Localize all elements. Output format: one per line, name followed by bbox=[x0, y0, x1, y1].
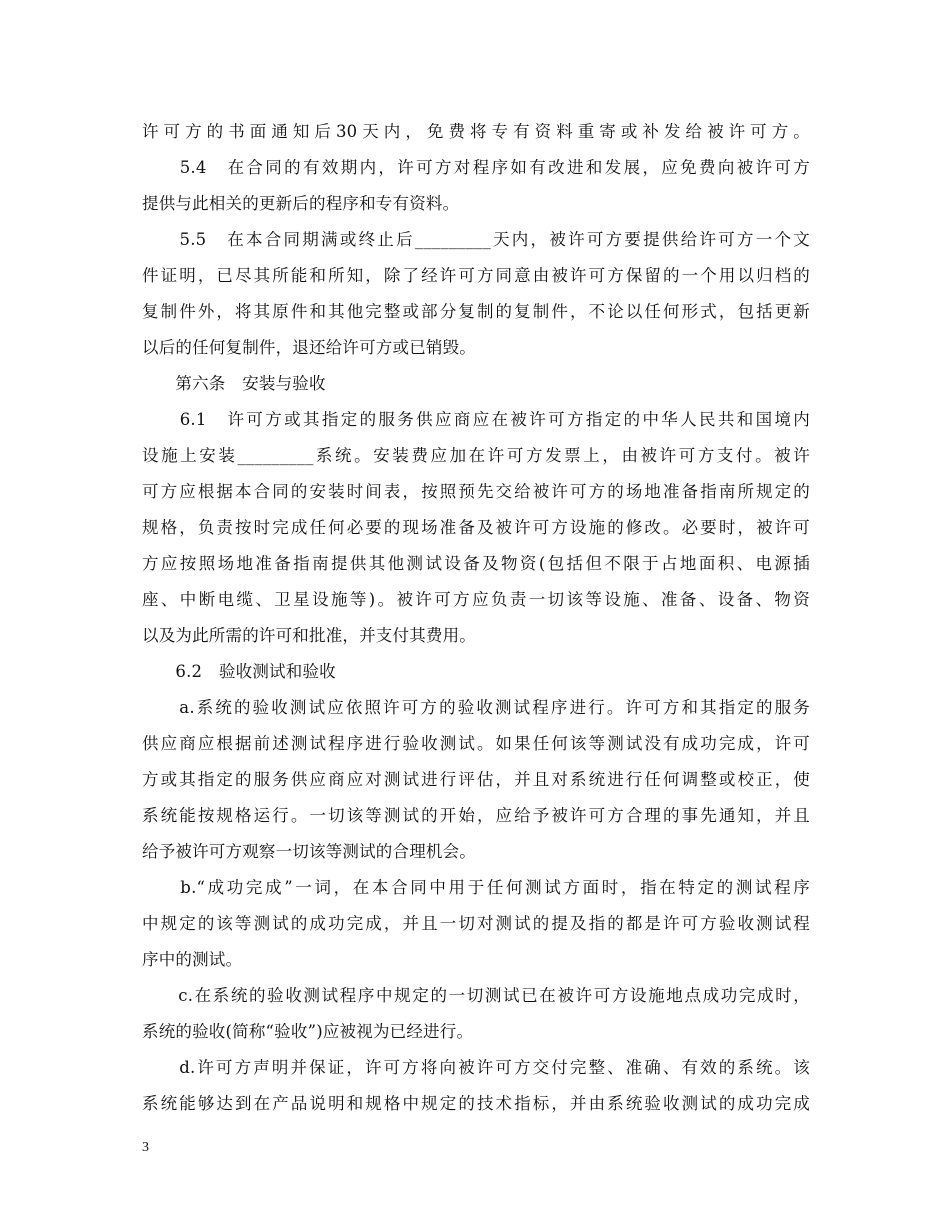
text-line: 件证明，已尽其所能和所知，除了经许可方同意由被许可方保留的一个用以归档的 bbox=[142, 266, 810, 285]
page-number: 3 bbox=[142, 1140, 149, 1155]
text-line: 设施上安装_________系统。安装费应加在许可方发票上，由被许可方支付。被许 bbox=[142, 446, 810, 465]
text-line: 序中的测试。 bbox=[142, 950, 243, 969]
text-line: 系统能够达到在产品说明和规格中规定的技术指标，并由系统验收测试的成功完成 bbox=[142, 1094, 810, 1113]
text-line: 可方应根据本合同的安装时间表，按照预先交给被许可方的场地准备指南所规定的 bbox=[142, 482, 810, 501]
text-line: 中规定的该等测试的成功完成，并且一切对测试的提及指的都是许可方验收测试程 bbox=[142, 914, 810, 933]
text-line: 以及为此所需的许可和批准，并支付其费用。 bbox=[142, 626, 476, 645]
text-line: 复制件外，将其原件和其他完整或部分复制的复制件，不论以任何形式，包括更新 bbox=[142, 302, 810, 321]
text-line: c.在系统的验收测试程序中规定的一切测试已在被许可方设施地点成功完成时， bbox=[142, 986, 810, 1005]
text-line: 方应按照场地准备指南提供其他测试设备及物资(包括但不限于占地面积、电源插 bbox=[142, 554, 810, 573]
text-line: 5.5 在本合同期满或终止后_________天内，被许可方要提供给许可方一个文 bbox=[142, 230, 810, 249]
text-line: b.“成功完成”一词，在本合同中用于任何测试方面时，指在特定的测试程序 bbox=[142, 878, 810, 897]
text-line: 以后的任何复制件，退还给许可方或已销毁。 bbox=[142, 338, 476, 357]
text-line: 给予被许可方观察一切该等测试的合理机会。 bbox=[142, 842, 476, 861]
text-line: 方或其指定的服务供应商应对测试进行评估，并且对系统进行任何调整或校正，使 bbox=[142, 770, 810, 789]
section-heading: 第六条 安装与验收 bbox=[142, 374, 326, 393]
text-line: 许可方的书面通知后30天内，免费将专有资料重寄或补发给被许可方。 bbox=[142, 122, 810, 141]
text-line: 系统能按规格运行。一切该等测试的开始，应给予被许可方合理的事先通知，并且 bbox=[142, 806, 810, 825]
text-line: 规格，负责按时完成任何必要的现场准备及被许可方设施的修改。必要时，被许可 bbox=[142, 518, 810, 537]
subsection-heading: 6.2 验收测试和验收 bbox=[142, 662, 336, 681]
text-line: 提供与此相关的更新后的程序和专有资料。 bbox=[142, 194, 460, 213]
text-line: 5.4 在合同的有效期内，许可方对程序如有改进和发展，应免费向被许可方 bbox=[142, 158, 810, 177]
text-line: 供应商应根据前述测试程序进行验收测试。如果任何该等测试没有成功完成，许可 bbox=[142, 734, 810, 753]
text-line: d.许可方声明并保证，许可方将向被许可方交付完整、准确、有效的系统。该 bbox=[142, 1058, 810, 1077]
text-line: 6.1 许可方或其指定的服务供应商应在被许可方指定的中华人民共和国境内 bbox=[142, 410, 810, 429]
text-line: a.系统的验收测试应依照许可方的验收测试程序进行。许可方和其指定的服务 bbox=[142, 698, 810, 717]
text-line: 系统的验收(简称“验收”)应被视为已经进行。 bbox=[142, 1022, 474, 1041]
text-line: 座、中断电缆、卫星设施等)。被许可方应负责一切该等设施、准备、设备、物资 bbox=[142, 590, 810, 609]
